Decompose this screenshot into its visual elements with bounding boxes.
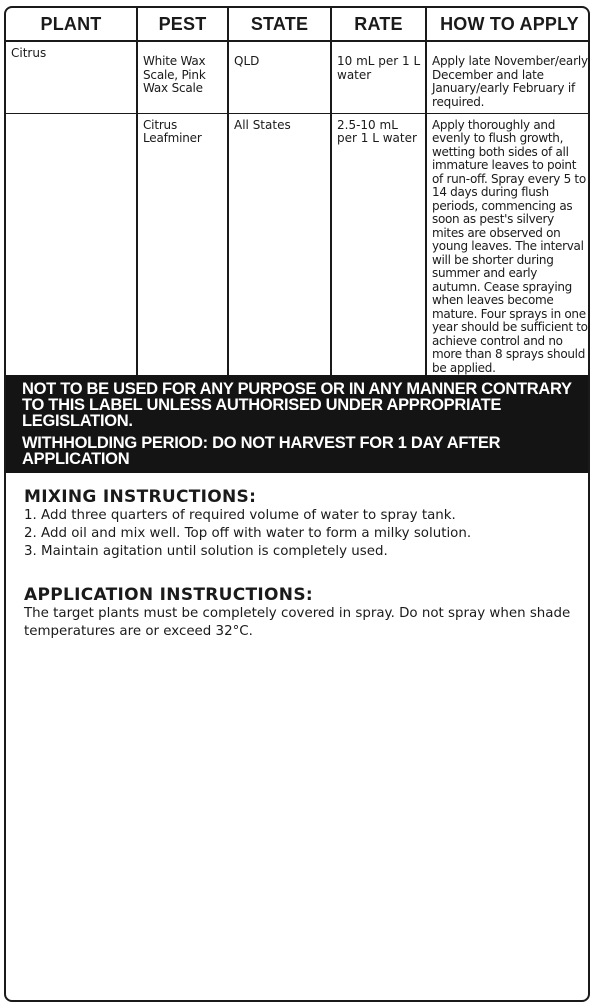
- cell-pest: White Wax Scale, Pink Wax Scale: [137, 41, 228, 113]
- warning-line-1: NOT TO BE USED FOR ANY PURPOSE OR IN ANY MANNER CONTRARY: [22, 380, 572, 398]
- cell-plant: [6, 113, 137, 375]
- warning-band: [6, 375, 588, 473]
- application-instructions: [6, 585, 588, 641]
- header-state: STATE: [228, 8, 331, 41]
- list-item: 2. Add oil and mix well. Top off with water to form a milky solution.: [24, 526, 472, 541]
- mixing-steps: [24, 507, 576, 561]
- mixing-title: MIXING INSTRUCTIONS:: [24, 487, 257, 507]
- table-row: [6, 41, 590, 113]
- cell-state: All States: [228, 113, 331, 375]
- header-rate: RATE: [331, 8, 426, 41]
- cell-state: QLD: [228, 41, 331, 113]
- label-panel: [4, 6, 590, 1002]
- header-pest: PEST: [137, 8, 228, 41]
- warning-line-2: TO THIS LABEL UNLESS AUTHORISED UNDER APPROPRIATE LEGISLATION.: [22, 396, 502, 430]
- list-item: 3. Maintain agitation until solution is completely used.: [24, 544, 388, 559]
- application-text: The target plants must be completely covered in spray. Do not spray when shade temperatures are or exceed 32°C.: [24, 606, 571, 639]
- cell-rate: 10 mL per 1 L water: [331, 41, 426, 113]
- cell-how-to-apply: Apply late November/early December and late January/early February if required.: [426, 41, 590, 113]
- list-item: 1. Add three quarters of required volume of water to spray tank.: [24, 508, 456, 523]
- application-title: APPLICATION INSTRUCTIONS:: [24, 585, 313, 605]
- cell-how-to-apply: Apply thoroughly and evenly to flush growth, wetting both sides of all immature leaves to point of run-off. Spray every 5 to 14 days during flush periods, commencing as soon as pest's silvery mites are observed on young leaves. The interval will be shorter during summer and early autumn. Cease spraying when leaves become mature. Four sprays in one year should be sufficient to achieve control and no more than 8 sprays should be applied.: [432, 117, 588, 375]
- header-plant: PLANT: [6, 8, 137, 41]
- cell-pest: Citrus Leafminer: [137, 113, 228, 375]
- cell-plant: Citrus: [6, 41, 137, 113]
- withholding-period: WITHHOLDING PERIOD: DO NOT HARVEST FOR 1 DAY AFTER APPLICATION: [22, 434, 501, 468]
- mixing-instructions: [6, 487, 588, 561]
- cell-rate: 2.5-10 mL per 1 L water: [331, 113, 426, 375]
- directions-table: [6, 8, 590, 375]
- table-row: [6, 113, 590, 375]
- table-header-row: [6, 8, 590, 41]
- header-how-to-apply: HOW TO APPLY: [426, 8, 590, 41]
